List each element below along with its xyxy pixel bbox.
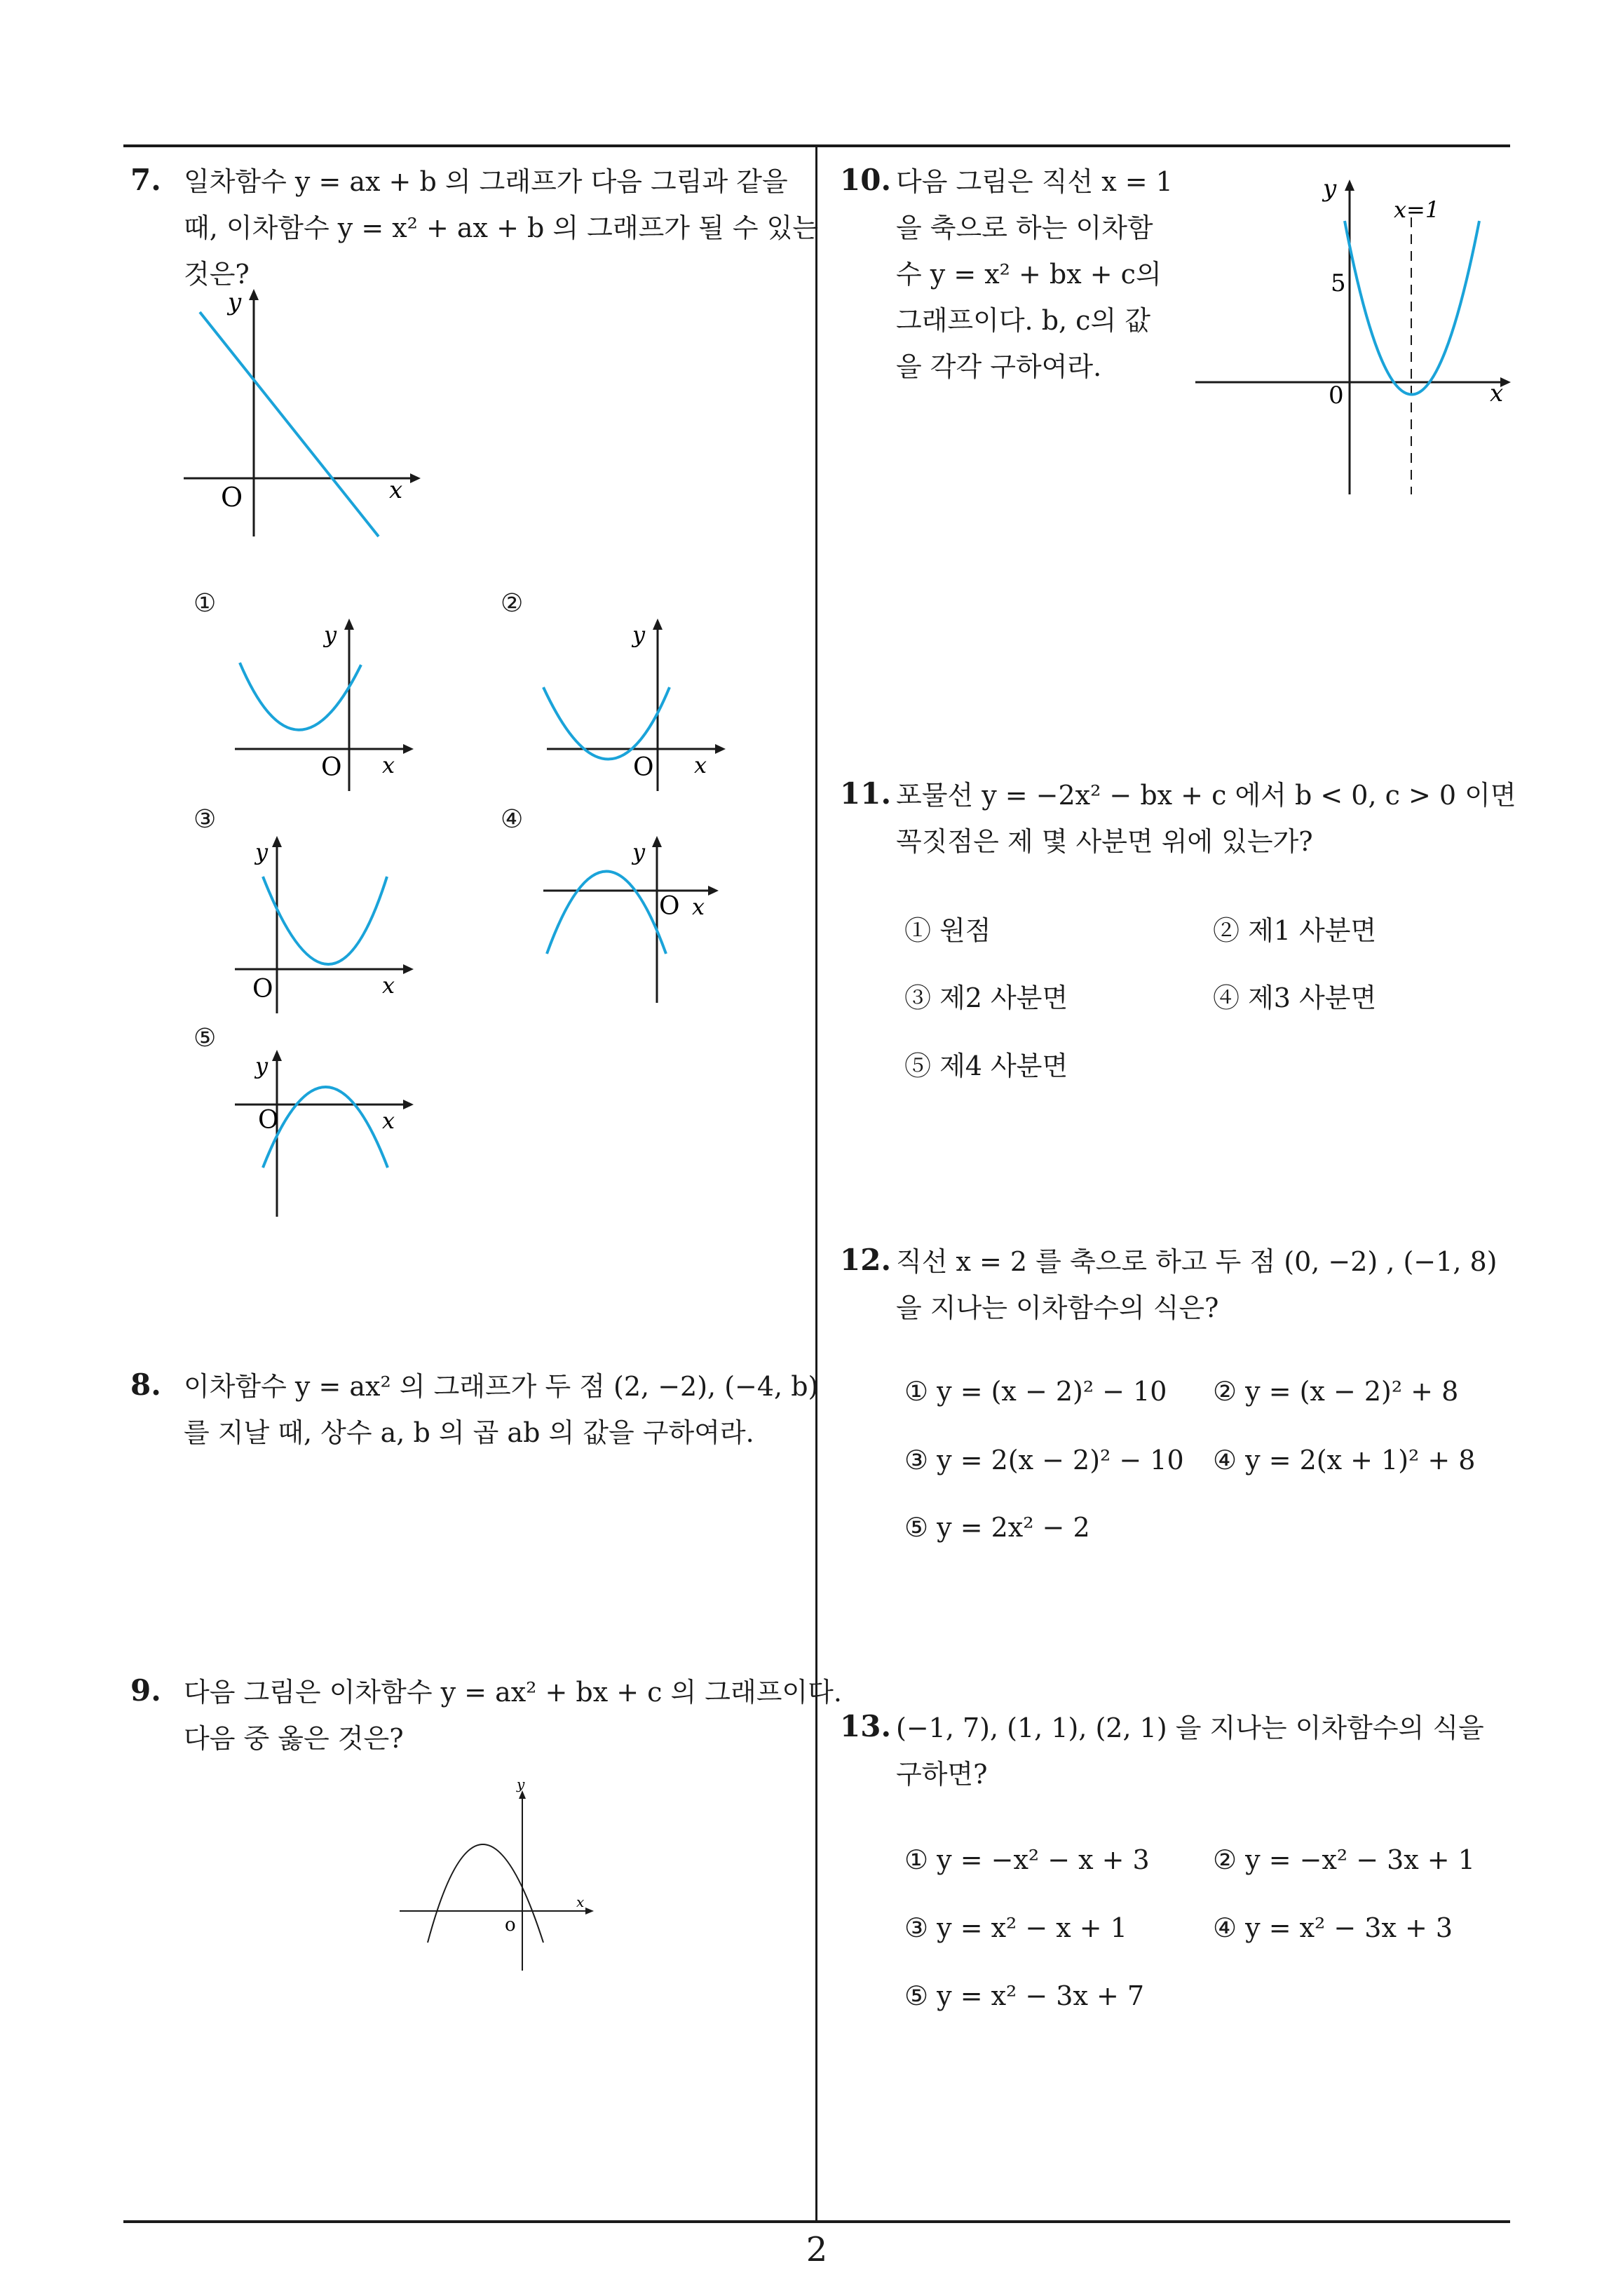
question-number: 10. xyxy=(840,163,892,197)
option-3[interactable]: ③ 제2 사분면 xyxy=(904,982,1068,1013)
choice-3-graph[interactable] xyxy=(224,835,421,1017)
origin-label: O xyxy=(221,482,243,513)
x-axis-label: x xyxy=(692,893,705,920)
option-1[interactable]: ① y = (x − 2)² − 10 xyxy=(904,1376,1167,1407)
question-text-line: 을 각각 구하여라. xyxy=(896,351,1102,382)
origin-label: O xyxy=(258,1106,279,1135)
question-text-line: 을 축으로 하는 이차함 xyxy=(896,212,1153,243)
question-number: 7. xyxy=(130,163,161,197)
y-axis-label: y xyxy=(632,839,646,865)
question-text-line: 다음 그림은 직선 x = 1 xyxy=(896,166,1173,197)
x-axis-label: x xyxy=(576,1893,585,1910)
page-number: 2 xyxy=(806,2230,828,2269)
choice-4-marker[interactable]: ④ xyxy=(501,805,524,834)
x-axis-label: x xyxy=(382,1107,395,1134)
option-4[interactable]: ④ y = x² − 3x + 3 xyxy=(1213,1912,1453,1943)
origin-label: O xyxy=(252,975,273,1004)
question-number: 9. xyxy=(130,1673,161,1708)
linear-function-graph xyxy=(175,288,421,540)
y-axis-label: y xyxy=(255,1053,269,1079)
option-3[interactable]: ③ y = x² − x + 1 xyxy=(904,1912,1127,1943)
question-text-line: 구하면? xyxy=(896,1759,988,1790)
question-text-line: 을 지나는 이차함수의 식은? xyxy=(896,1292,1219,1323)
question-text-line: 것은? xyxy=(184,259,250,290)
q10-parabola-graph xyxy=(1192,175,1514,498)
option-2[interactable]: ② y = −x² − 3x + 1 xyxy=(1213,1844,1475,1875)
question-text-line: 그래프이다. b, c의 값 xyxy=(896,305,1150,336)
question-text-line: 꼭짓점은 제 몇 사분면 위에 있는가? xyxy=(896,826,1313,857)
question-number: 12. xyxy=(840,1243,892,1277)
question-text-line: 포물선 y = −2x² − bx + c 에서 b < 0, c > 0 이면 xyxy=(896,780,1516,811)
x-axis-label: x xyxy=(382,972,395,999)
option-4[interactable]: ④ 제3 사분면 xyxy=(1213,982,1377,1013)
option-3[interactable]: ③ y = 2(x − 2)² − 10 xyxy=(904,1445,1184,1475)
choice-3-marker[interactable]: ③ xyxy=(193,805,217,834)
option-5[interactable]: ⑤ y = 2x² − 2 xyxy=(904,1512,1090,1543)
origin-label: O xyxy=(659,892,680,921)
q9-parabola-graph xyxy=(396,1776,599,1981)
option-2[interactable]: ② 제1 사분면 xyxy=(1213,915,1377,946)
question-number: 11. xyxy=(840,776,892,811)
choice-5-graph[interactable] xyxy=(224,1048,421,1224)
y-axis-label: y xyxy=(1323,175,1337,203)
question-number: 13. xyxy=(840,1709,892,1743)
choice-2-graph[interactable] xyxy=(536,617,733,792)
question-text-line: 이차함수 y = ax² 의 그래프가 두 점 (2, −2), (−4, b) xyxy=(184,1371,819,1402)
choice-2-marker[interactable]: ② xyxy=(501,589,524,618)
question-number: 8. xyxy=(130,1368,161,1402)
question-text-line: 일차함수 y = ax + b 의 그래프가 다음 그림과 같을 xyxy=(184,166,788,197)
axis-of-symmetry-label: x=1 xyxy=(1394,196,1440,223)
question-text-line: 다음 중 옳은 것은? xyxy=(184,1723,404,1754)
origin-label: o xyxy=(505,1915,516,1936)
choice-5-marker[interactable]: ⑤ xyxy=(193,1024,217,1053)
option-2[interactable]: ② y = (x − 2)² + 8 xyxy=(1213,1376,1459,1407)
y-intercept-label: 5 xyxy=(1331,269,1346,297)
origin-label: O xyxy=(321,753,342,782)
choice-1-marker[interactable]: ① xyxy=(193,589,217,618)
x-axis-label: x xyxy=(694,752,707,778)
y-axis-label: y xyxy=(632,621,646,648)
question-text-line: 직선 x = 2 를 축으로 하고 두 점 (0, −2) , (−1, 8) xyxy=(896,1246,1498,1277)
option-4[interactable]: ④ y = 2(x + 1)² + 8 xyxy=(1213,1445,1476,1475)
option-5[interactable]: ⑤ 제4 사분면 xyxy=(904,1051,1068,1081)
question-text-line: 를 지날 때, 상수 a, b 의 곱 ab 의 값을 구하여라. xyxy=(184,1417,754,1448)
question-text-line: 다음 그림은 이차함수 y = ax² + bx + c 의 그래프이다. xyxy=(184,1677,842,1708)
origin-label: O xyxy=(633,753,654,782)
y-axis-label: y xyxy=(255,839,269,865)
question-text-line: 수 y = x² + bx + c의 xyxy=(896,259,1162,290)
x-axis-label: x xyxy=(1490,379,1504,407)
x-axis-label: x xyxy=(382,752,395,778)
y-axis-label: y xyxy=(324,621,337,648)
option-5[interactable]: ⑤ y = x² − 3x + 7 xyxy=(904,1980,1145,2011)
choice-4-graph[interactable] xyxy=(536,835,733,1010)
option-1[interactable]: ① y = −x² − x + 3 xyxy=(904,1844,1150,1875)
question-text-line: 때, 이차함수 y = x² + ax + b 의 그래프가 될 수 있는 xyxy=(184,212,819,243)
column-divider xyxy=(815,146,817,2222)
origin-label: 0 xyxy=(1329,381,1344,410)
y-axis-label: y xyxy=(517,1776,525,1792)
choice-1-graph[interactable] xyxy=(224,617,421,792)
option-1[interactable]: ① 원점 xyxy=(904,915,991,946)
x-axis-label: x xyxy=(389,476,403,504)
y-axis-label: y xyxy=(228,288,242,316)
question-text-line: (−1, 7), (1, 1), (2, 1) 을 지나는 이차함수의 식을 xyxy=(896,1713,1484,1743)
bottom-rule xyxy=(123,2220,1510,2223)
